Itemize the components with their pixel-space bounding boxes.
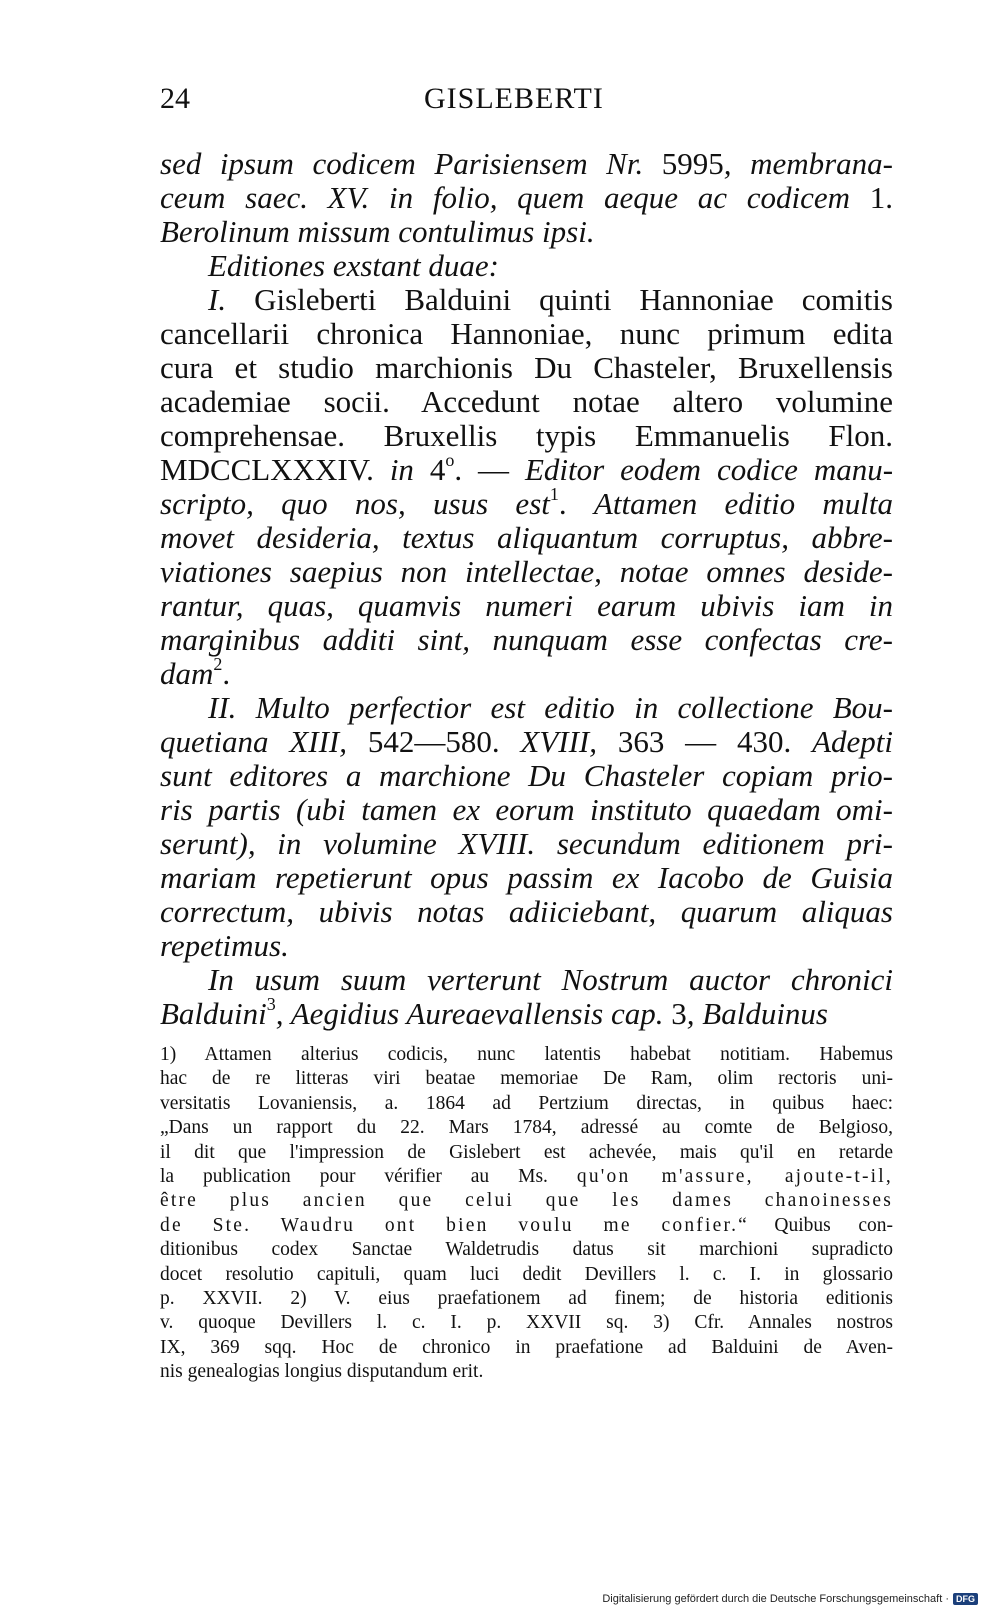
digitization-credit (602, 1593, 978, 1605)
footnote-line: ditionibus codex Sanctae Waldetrudis datus sit marchioni supradicto (160, 1239, 893, 1261)
footnote-line: „Dans un rapport du 22. Mars 1784, adressé au comte de Belgioso, (160, 1117, 893, 1139)
text-line: marginibus additi sint, nunquam esse confectas cre- (160, 622, 893, 657)
text-line: scripto, quo nos, usus est$^1$. Attamen editio multa (160, 483, 893, 521)
main-text (160, 147, 893, 1031)
text-line: comprehensae. Bruxellis typis Emmanuelis Flon. (160, 418, 893, 453)
dfg-logo: DFG (953, 1593, 978, 1605)
footnote-line: la publication pour vérifier au Ms. qu'on m'assure, ajoute-t-il, (160, 1165, 893, 1187)
footnote-line: 1) Attamen alterius codicis, nunc latentis habebat notitiam. Habemus (160, 1044, 893, 1065)
footnote-line: IX, 369 sqq. Hoc de chronico in praefatione ad Balduini de Aven- (160, 1336, 893, 1358)
credit-text: Digitalisierung gefördert durch die Deutsche Forschungsgemeinschaft · (602, 1593, 949, 1605)
text-line: dam$^2$. (160, 653, 231, 691)
text-line: quetiana XIII, 542—580. XVIII, 363 — 430. Adepti (160, 724, 894, 759)
text-line: movet desideria, textus aliquantum corruptus, abbre- (160, 520, 893, 555)
text-line: MDCCLXXXIV. in 4$^o$. — Editor eodem codice manu- (160, 449, 894, 487)
text-line: I. Gisleberti Balduini quinti Hannoniae comitis (208, 282, 893, 317)
text-line: sunt editores a marchione Du Chasteler copiam prio- (160, 758, 893, 793)
text-line: cura et studio marchionis Du Chasteler, Bruxellensis (160, 350, 893, 385)
footnote-line: il dit que l'impression de Gislebert est achevée, mais qu'il en retarde (160, 1141, 893, 1163)
text-line: academiae socii. Accedunt notae altero volumine (160, 384, 893, 419)
footnote-line: v. quoque Devillers l. c. I. p. XXVII sq. 3) Cfr. Annales nostros (160, 1312, 893, 1334)
footnote-line: docet resolutio capituli, quam luci dedit Devillers l. c. I. in glossario (160, 1263, 893, 1285)
page-header (160, 82, 890, 122)
text-line: viationes saepius non intellectae, notae omnes deside- (160, 554, 893, 589)
page-number: 24 (160, 82, 190, 115)
text-line: sed ipsum codicem Parisiensem Nr. 5995, membrana- (160, 146, 894, 181)
text-line: rantur, quas, quamvis numeri earum ubivis iam in (160, 588, 893, 623)
text-line: correctum, ubivis notas adiiciebant, quarum aliquas (160, 894, 893, 929)
text-line: Balduini$^3$, Aegidius Aureaevallensis cap. 3, Balduinus (160, 993, 828, 1031)
text-line: repetimus. (160, 928, 289, 963)
footnotes (160, 1043, 893, 1384)
text-line: Editiones exstant duae: (208, 248, 499, 283)
text-line: II. Multo perfectior est editio in collectione Bou- (208, 690, 893, 725)
running-title: GISLEBERTI (424, 82, 604, 115)
text-line: mariam repetierunt opus passim ex Iacobo de Guisia (160, 860, 893, 895)
text-line: In usum suum verterunt Nostrum auctor chronici (208, 962, 893, 997)
footnote-line: hac de re litteras viri beatae memoriae De Ram, olim rectoris uni- (160, 1068, 893, 1090)
text-line: cancellarii chronica Hannoniae, nunc primum edita (160, 316, 893, 351)
footnote-line: p. XXVII. 2) V. eius praefationem ad finem; de historia editionis (160, 1287, 893, 1309)
footnote-line: versitatis Lovaniensis, a. 1864 ad Pertzium directas, in quibus haec: (160, 1092, 893, 1114)
footnote-line: nis genealogias longius disputandum erit. (160, 1361, 484, 1383)
text-line: Berolinum missum contulimus ipsi. (160, 214, 595, 249)
footnote-line: être plus ancien que celui que les dames chanoinesses (160, 1190, 893, 1212)
text-line: serunt), in volumine XVIII. secundum editionem pri- (160, 826, 893, 861)
text-line: ris partis (ubi tamen ex eorum instituto quaedam omi- (160, 792, 893, 827)
text-line: ceum saec. XV. in folio, quem aeque ac codicem 1. (160, 180, 893, 215)
footnote-line: de Ste. Waudru ont bien voulu me confier.“ Quibus con- (160, 1214, 893, 1236)
